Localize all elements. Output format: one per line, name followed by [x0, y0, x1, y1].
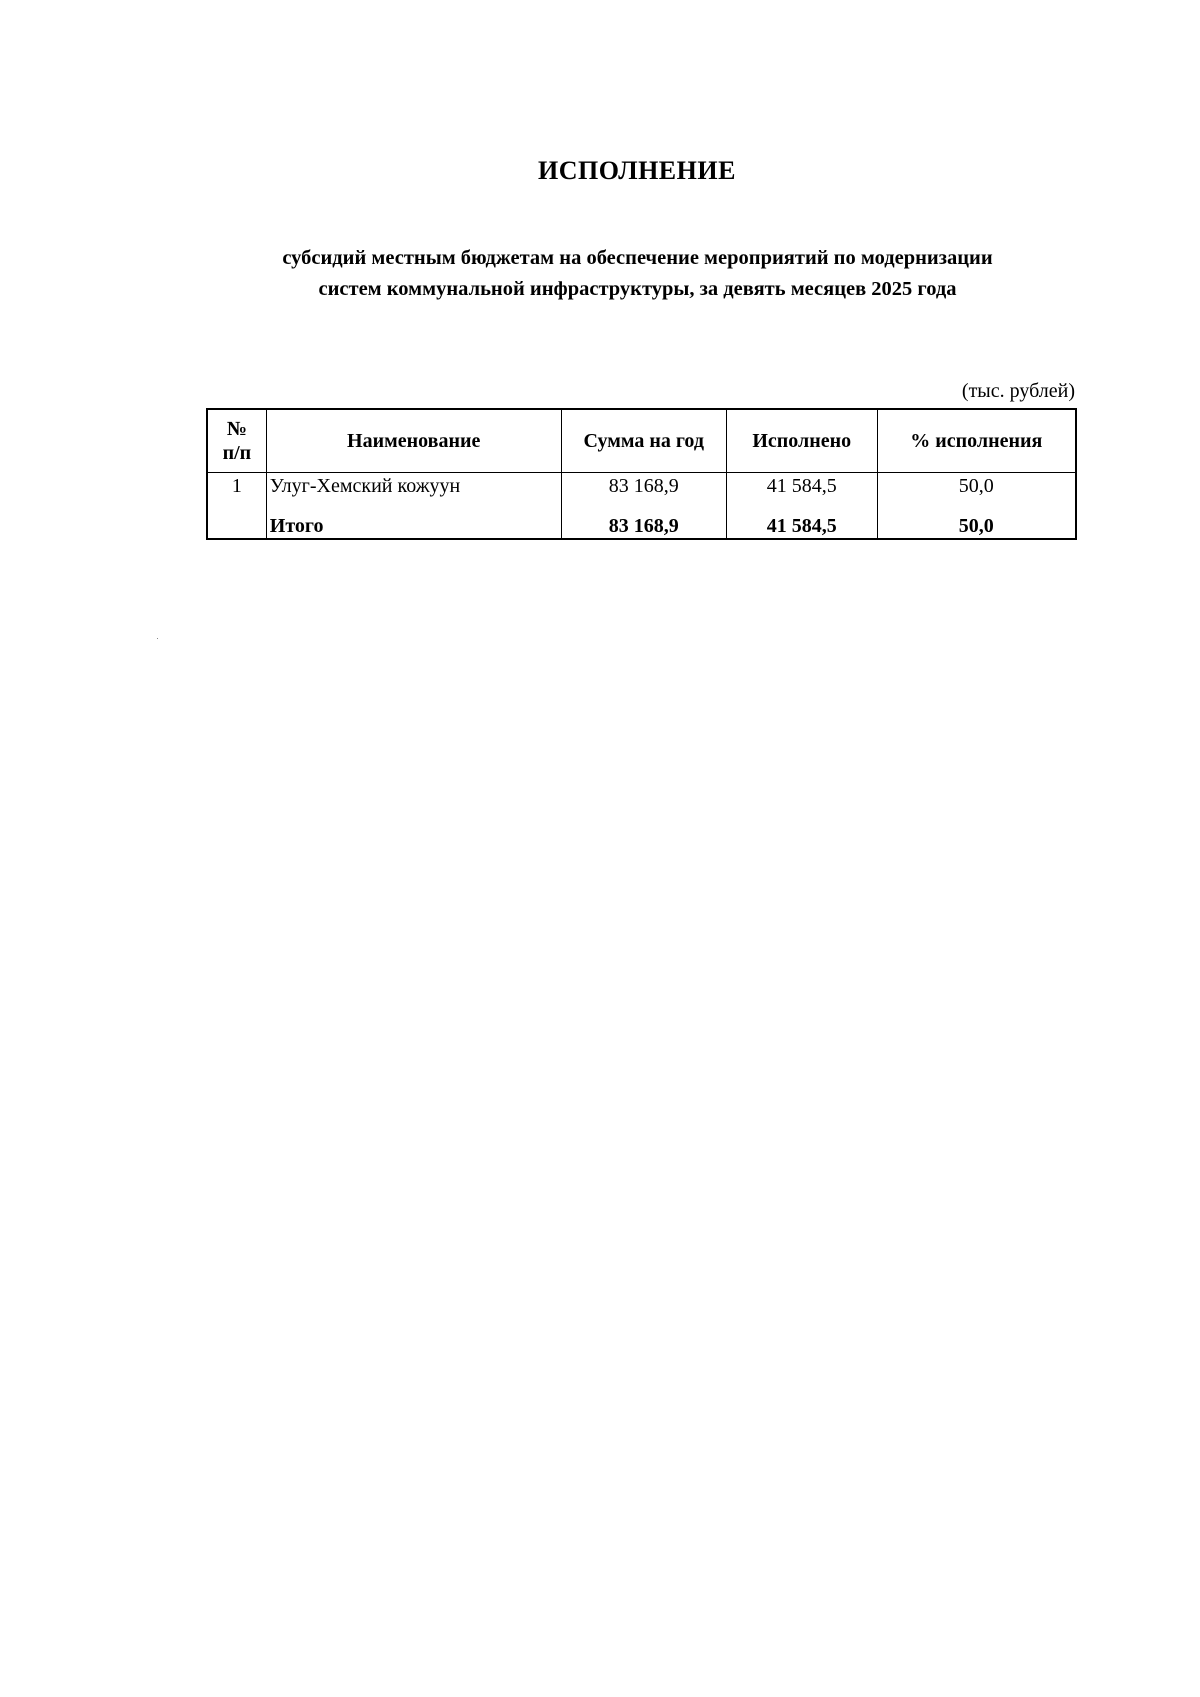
header-number-symbol: №: [226, 418, 247, 440]
header-execution-percent: % исполнения: [877, 409, 1076, 473]
row-annual-sum: 83 168,9: [561, 473, 726, 507]
page-title: ИСПОЛНЕНИЕ: [538, 156, 736, 185]
total-label: Итого: [266, 506, 561, 539]
scan-speck: [157, 638, 158, 639]
total-number: [207, 506, 266, 539]
total-executed: 41 584,5: [726, 506, 877, 539]
table-row: [207, 473, 1076, 507]
header-number: [207, 409, 266, 473]
units-label: (тыс. рублей): [961, 380, 1075, 402]
header-executed: Исполнено: [726, 409, 877, 473]
table-total-row: [207, 506, 1076, 539]
row-name: Улуг-Хемский кожуун: [266, 473, 561, 507]
total-execution-percent: 50,0: [877, 506, 1076, 539]
row-number: 1: [207, 473, 266, 507]
header-name: Наименование: [266, 409, 561, 473]
row-execution-percent: 50,0: [877, 473, 1076, 507]
execution-table: [206, 408, 1077, 540]
row-executed: 41 584,5: [726, 473, 877, 507]
header-number-abbr: п/п: [222, 442, 252, 464]
subtitle-line-1: субсидий местным бюджетам на обеспечение мероприятий по модернизации: [282, 247, 993, 269]
document-subtitle: [190, 243, 1085, 305]
total-annual-sum: 83 168,9: [561, 506, 726, 539]
subtitle-line-2: систем коммунальной инфраструктуры, за девять месяцев 2025 года: [318, 278, 957, 300]
header-annual-sum: Сумма на год: [561, 409, 726, 473]
table-header-row: [207, 409, 1076, 473]
